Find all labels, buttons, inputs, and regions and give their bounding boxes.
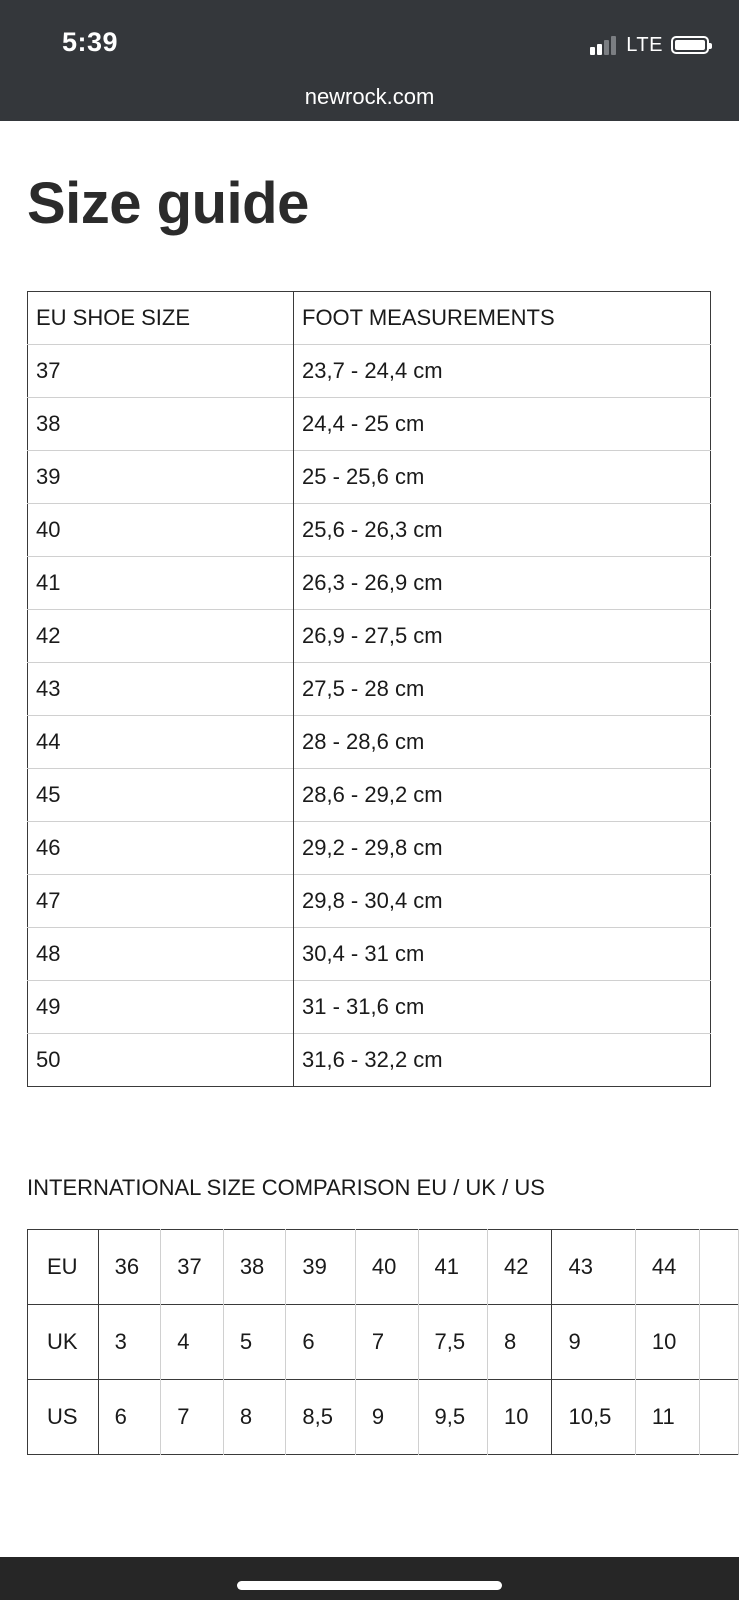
comparison-cell: 7,5 bbox=[418, 1305, 488, 1380]
foot-measurement-cell: 30,4 - 31 cm bbox=[294, 928, 711, 981]
eu-size-cell: 47 bbox=[28, 875, 294, 928]
comparison-row-us bbox=[28, 1380, 739, 1455]
header-eu-shoe-size: EU SHOE SIZE bbox=[28, 292, 294, 345]
foot-measurement-cell: 26,3 - 26,9 cm bbox=[294, 557, 711, 610]
comparison-cell: 9 bbox=[355, 1380, 418, 1455]
comparison-cell: 39 bbox=[286, 1230, 356, 1305]
eu-size-cell: 50 bbox=[28, 1034, 294, 1087]
foot-measurement-cell: 23,7 - 24,4 cm bbox=[294, 345, 711, 398]
battery-icon bbox=[671, 36, 709, 54]
comparison-cell: 7 bbox=[355, 1305, 418, 1380]
home-indicator[interactable] bbox=[237, 1581, 502, 1590]
comparison-cell: 7 bbox=[161, 1380, 224, 1455]
comparison-cell: 8 bbox=[488, 1305, 552, 1380]
foot-measurement-cell: 28 - 28,6 cm bbox=[294, 716, 711, 769]
foot-measurement-cell: 25,6 - 26,3 cm bbox=[294, 504, 711, 557]
signal-icon bbox=[590, 35, 618, 55]
intl-comparison-heading: INTERNATIONAL SIZE COMPARISON EU / UK / US bbox=[27, 1175, 545, 1200]
comparison-cell: 5 bbox=[223, 1305, 286, 1380]
status-time: 5:39 bbox=[62, 27, 119, 57]
url-bar[interactable]: newrock.com bbox=[304, 84, 435, 109]
comparison-cell: 8,5 bbox=[286, 1380, 356, 1455]
table-row bbox=[28, 716, 711, 769]
comparison-cell: 37 bbox=[161, 1230, 224, 1305]
comparison-cell-overflow bbox=[700, 1230, 739, 1305]
comparison-row-eu bbox=[28, 1230, 739, 1305]
comparison-cell: 6 bbox=[286, 1305, 356, 1380]
table-row bbox=[28, 398, 711, 451]
eu-size-cell: 45 bbox=[28, 769, 294, 822]
table-row bbox=[28, 1034, 711, 1087]
comparison-cell-overflow bbox=[700, 1380, 739, 1455]
table-row bbox=[28, 663, 711, 716]
foot-measurement-cell: 26,9 - 27,5 cm bbox=[294, 610, 711, 663]
foot-measurement-cell: 28,6 - 29,2 cm bbox=[294, 769, 711, 822]
eu-size-cell: 38 bbox=[28, 398, 294, 451]
comparison-cell-overflow bbox=[700, 1305, 739, 1380]
eu-size-cell: 37 bbox=[28, 345, 294, 398]
foot-measurement-cell: 29,8 - 30,4 cm bbox=[294, 875, 711, 928]
comparison-cell: 4 bbox=[161, 1305, 224, 1380]
eu-size-cell: 48 bbox=[28, 928, 294, 981]
comparison-cell: 38 bbox=[223, 1230, 286, 1305]
bottom-bar bbox=[0, 1557, 739, 1600]
header-foot-measurements: FOOT MEASUREMENTS bbox=[302, 305, 555, 330]
table-row bbox=[28, 451, 711, 504]
table-row bbox=[28, 769, 711, 822]
comparison-cell: 40 bbox=[355, 1230, 418, 1305]
comparison-row-label: UK bbox=[28, 1305, 99, 1380]
comparison-cell: 6 bbox=[98, 1380, 161, 1455]
status-indicators bbox=[590, 33, 709, 57]
table-row bbox=[28, 345, 711, 398]
comparison-row-label: US bbox=[28, 1380, 99, 1455]
top-bar bbox=[0, 0, 739, 121]
table-row bbox=[28, 557, 711, 610]
table-row bbox=[28, 610, 711, 663]
table-row bbox=[28, 822, 711, 875]
comparison-cell: 8 bbox=[223, 1380, 286, 1455]
comparison-cell: 41 bbox=[418, 1230, 488, 1305]
table-header-row bbox=[28, 292, 711, 345]
comparison-cell: 10 bbox=[635, 1305, 699, 1380]
table-row bbox=[28, 928, 711, 981]
foot-measurement-cell: 31 - 31,6 cm bbox=[294, 981, 711, 1034]
comparison-cell: 9,5 bbox=[418, 1380, 488, 1455]
eu-size-cell: 39 bbox=[28, 451, 294, 504]
eu-size-cell: 44 bbox=[28, 716, 294, 769]
foot-measurement-cell: 24,4 - 25 cm bbox=[294, 398, 711, 451]
comparison-cell: 44 bbox=[635, 1230, 699, 1305]
eu-size-cell: 42 bbox=[28, 610, 294, 663]
foot-measurement-cell: 31,6 - 32,2 cm bbox=[294, 1034, 711, 1087]
comparison-cell: 36 bbox=[98, 1230, 161, 1305]
comparison-row-label: EU bbox=[28, 1230, 99, 1305]
comparison-cell: 11 bbox=[635, 1380, 699, 1455]
comparison-cell: 10,5 bbox=[552, 1380, 635, 1455]
comparison-cell: 9 bbox=[552, 1305, 635, 1380]
eu-size-cell: 43 bbox=[28, 663, 294, 716]
foot-measurement-cell: 25 - 25,6 cm bbox=[294, 451, 711, 504]
page-title: Size guide bbox=[27, 171, 309, 236]
eu-size-cell: 41 bbox=[28, 557, 294, 610]
table-row bbox=[28, 504, 711, 557]
foot-measurement-cell: 27,5 - 28 cm bbox=[294, 663, 711, 716]
foot-measurement-cell: 29,2 - 29,8 cm bbox=[294, 822, 711, 875]
comparison-cell: 43 bbox=[552, 1230, 635, 1305]
intl-comparison-table bbox=[27, 1229, 739, 1455]
comparison-row-uk bbox=[28, 1305, 739, 1380]
eu-size-cell: 40 bbox=[28, 504, 294, 557]
network-type: LTE bbox=[626, 33, 663, 56]
comparison-cell: 3 bbox=[98, 1305, 161, 1380]
table-row bbox=[28, 981, 711, 1034]
eu-size-cell: 49 bbox=[28, 981, 294, 1034]
table-row bbox=[28, 875, 711, 928]
intl-comparison-scroll[interactable] bbox=[27, 1229, 739, 1455]
comparison-cell: 42 bbox=[488, 1230, 552, 1305]
comparison-cell: 10 bbox=[488, 1380, 552, 1455]
size-guide-table bbox=[27, 291, 711, 1087]
eu-size-cell: 46 bbox=[28, 822, 294, 875]
